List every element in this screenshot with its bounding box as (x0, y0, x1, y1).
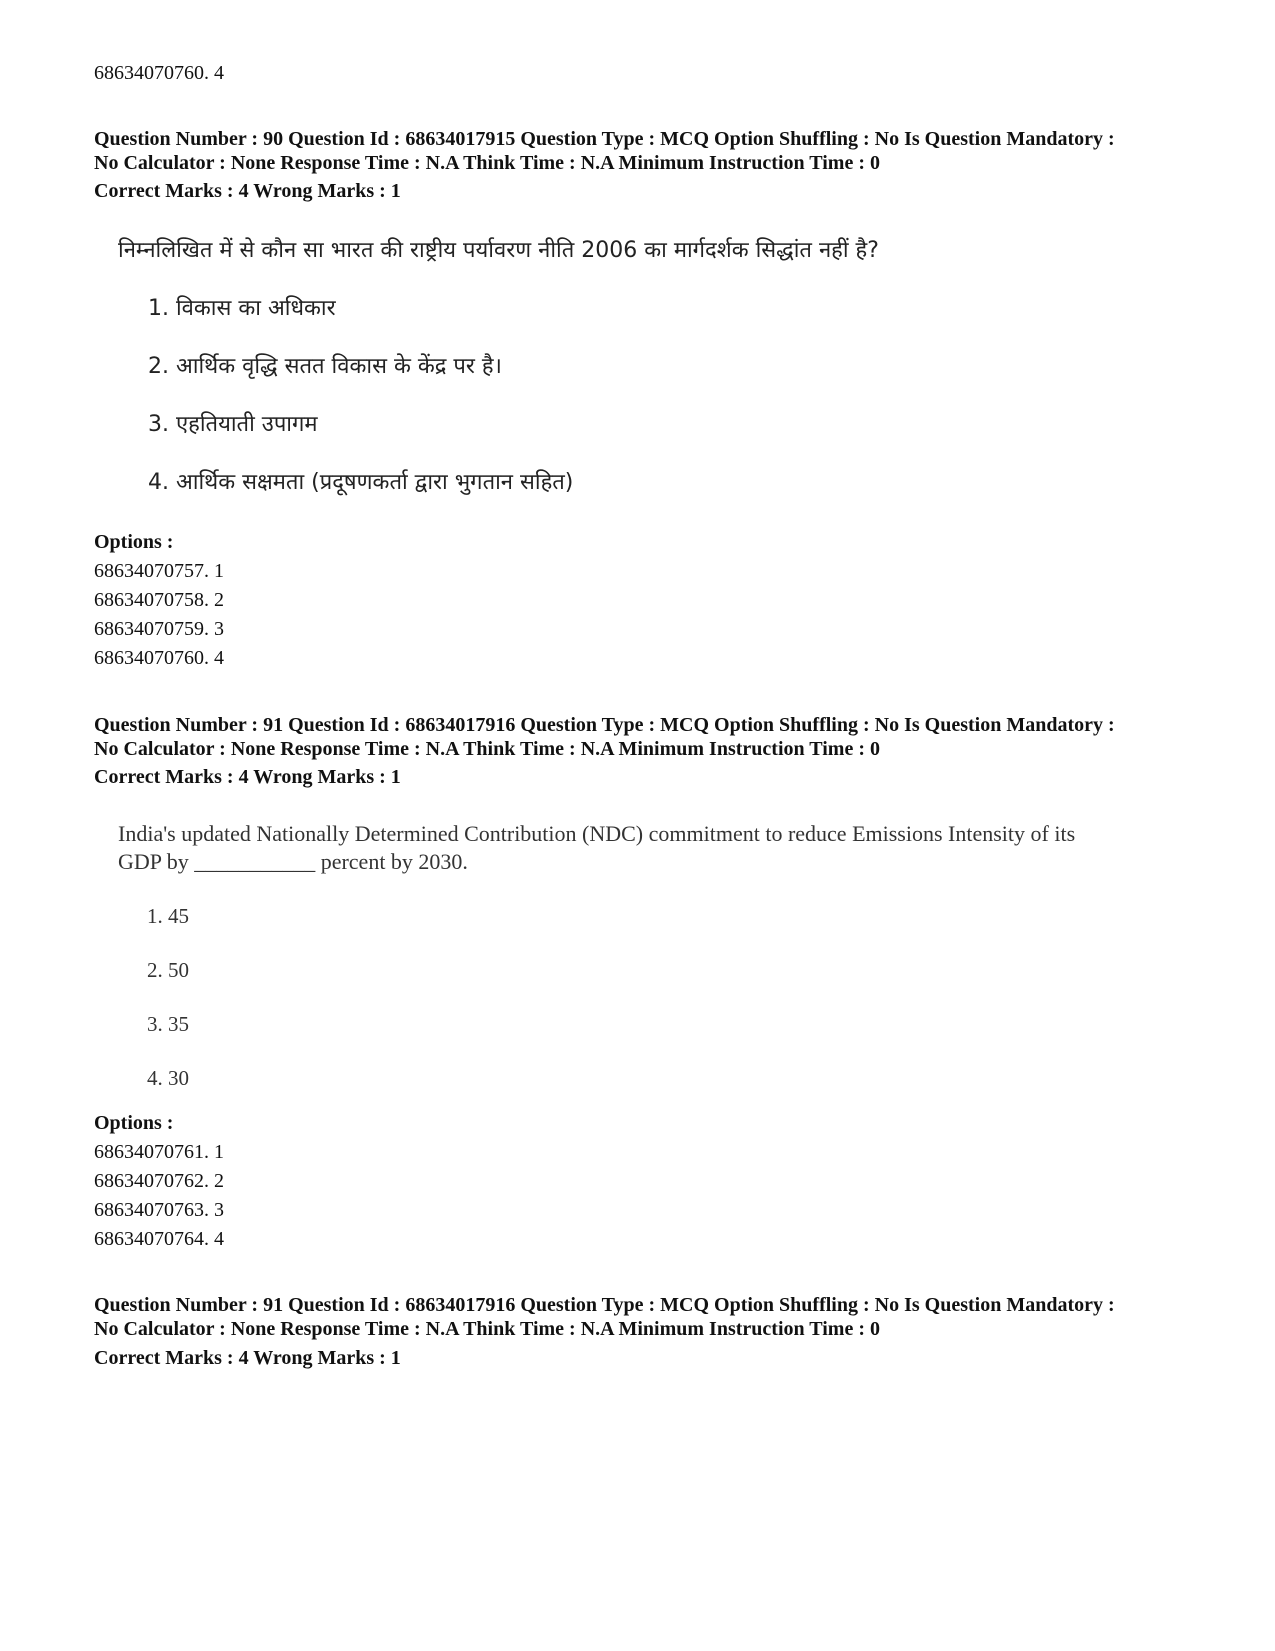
q91-choice-4: 4. 30 (147, 1066, 189, 1090)
q91b-header-line2: No Calculator : None Response Time : N.A Think Time : N.A Minimum Instruction Time : 0 (94, 1318, 880, 1340)
q91b-marks: Correct Marks : 4 Wrong Marks : 1 (94, 1347, 401, 1369)
q91-header-line1: Question Number : 91 Question Id : 68634017916 Question Type : MCQ Option Shuffling : No Is Question Mandatory : (94, 714, 1115, 736)
q91-option-3: 68634070763. 3 (94, 1199, 224, 1221)
q91-stem-line2: GDP by ___________ percent by 2030. (118, 849, 468, 874)
q90-header-line2: No Calculator : None Response Time : N.A Think Time : N.A Minimum Instruction Time : 0 (94, 152, 880, 174)
q91-marks: Correct Marks : 4 Wrong Marks : 1 (94, 766, 401, 788)
q90-option-1: 68634070757. 1 (94, 560, 224, 582)
q91-options-label: Options : (94, 1112, 174, 1134)
q90-choice-4: 4. आर्थिक सक्षमता (प्रदूषणकर्ता द्वारा भुगतान सहित) (148, 470, 574, 495)
q91-header-line2: No Calculator : None Response Time : N.A Think Time : N.A Minimum Instruction Time : 0 (94, 738, 880, 760)
q91-option-1: 68634070761. 1 (94, 1141, 224, 1163)
q90-options-label: Options : (94, 531, 174, 553)
q91-stem-line1: India's updated Nationally Determined Contribution (NDC) commitment to reduce Emissions Intensity of its (118, 821, 1076, 846)
q91-choice-3: 3. 35 (147, 1012, 189, 1036)
q90-choice-1: 1. विकास का अधिकार (148, 296, 336, 321)
q90-header-line1: Question Number : 90 Question Id : 68634017915 Question Type : MCQ Option Shuffling : No Is Question Mandatory : (94, 128, 1115, 150)
q91-option-4: 68634070764. 4 (94, 1228, 224, 1250)
q90-option-3: 68634070759. 3 (94, 618, 224, 640)
q90-marks: Correct Marks : 4 Wrong Marks : 1 (94, 180, 401, 202)
previous-option-line: 68634070760. 4 (94, 62, 224, 84)
q90-choice-2: 2. आर्थिक वृद्धि सतत विकास के केंद्र पर है। (148, 354, 502, 379)
q91-choice-2: 2. 50 (147, 958, 189, 982)
q90-option-4: 68634070760. 4 (94, 647, 224, 669)
q91-choice-1: 1. 45 (147, 904, 189, 928)
q91-option-2: 68634070762. 2 (94, 1170, 224, 1192)
q90-choice-3: 3. एहतियाती उपागम (148, 412, 318, 437)
q90-option-2: 68634070758. 2 (94, 589, 224, 611)
q91b-header-line1: Question Number : 91 Question Id : 68634017916 Question Type : MCQ Option Shuffling : No Is Question Mandatory : (94, 1294, 1115, 1316)
q90-stem: निम्नलिखित में से कौन सा भारत की राष्ट्रीय पर्यावरण नीति 2006 का मार्गदर्शक सिद्धांत नहीं है? (118, 238, 879, 263)
